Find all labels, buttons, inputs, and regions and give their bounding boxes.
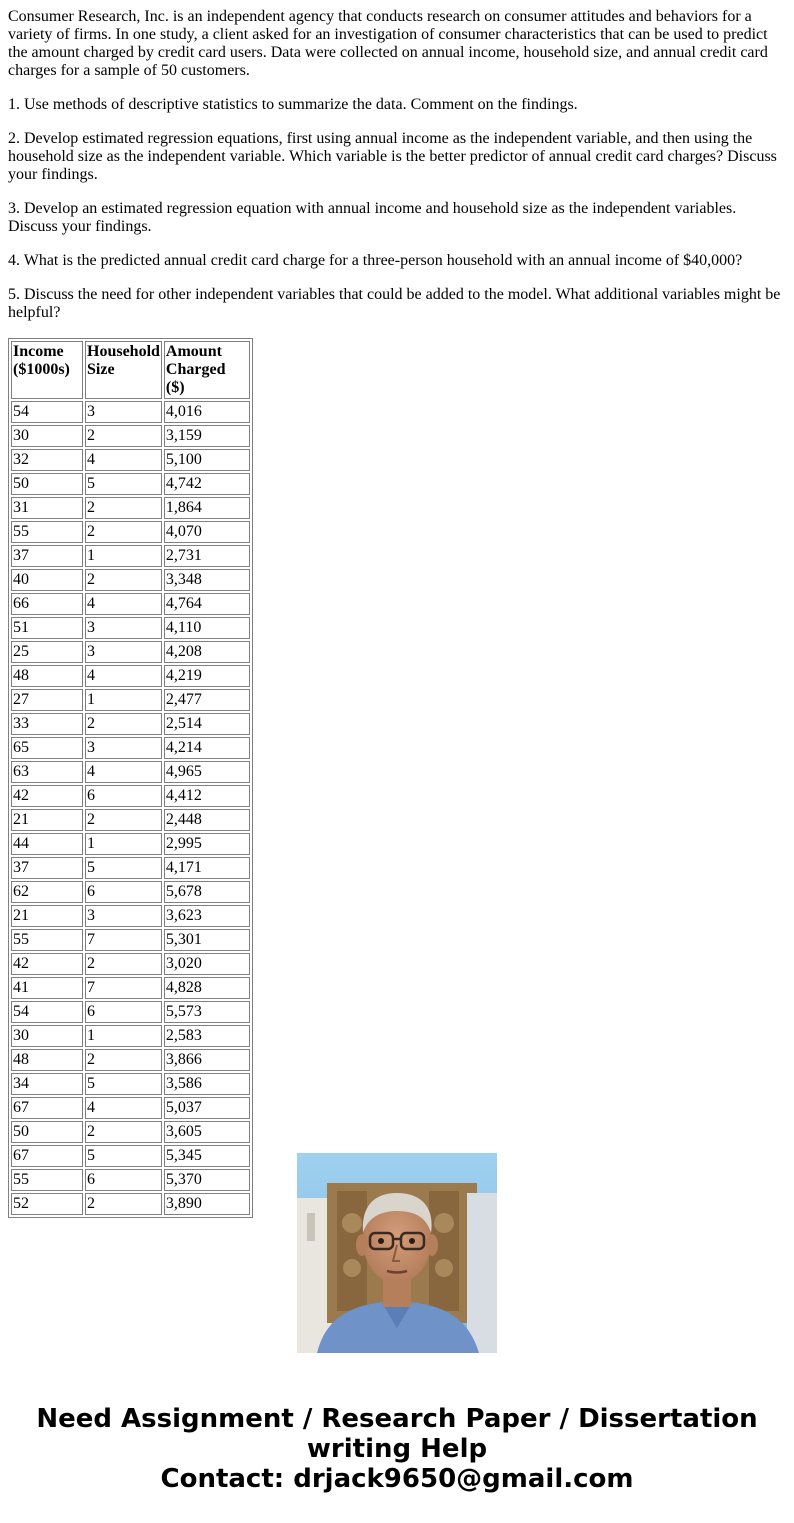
cell-income: 51	[11, 617, 83, 639]
table-row	[11, 1145, 250, 1167]
table-row	[11, 929, 250, 951]
cell-amount-charged: 2,995	[164, 833, 250, 855]
cell-amount-charged: 5,370	[164, 1169, 250, 1191]
cell-household-size: 2	[85, 497, 162, 519]
cell-household-size: 2	[85, 713, 162, 735]
table-row	[11, 761, 250, 783]
cell-income: 44	[11, 833, 83, 855]
header-amount-charged: Amount Charged ($)	[164, 341, 250, 399]
table-row	[11, 449, 250, 471]
cell-household-size: 2	[85, 953, 162, 975]
table-row	[11, 1097, 250, 1119]
table-row	[11, 521, 250, 543]
cell-amount-charged: 3,348	[164, 569, 250, 591]
cell-amount-charged: 3,020	[164, 953, 250, 975]
cell-household-size: 4	[85, 761, 162, 783]
table-row	[11, 977, 250, 999]
cell-household-size: 3	[85, 641, 162, 663]
cell-income: 50	[11, 1121, 83, 1143]
cell-household-size: 2	[85, 569, 162, 591]
cell-household-size: 5	[85, 857, 162, 879]
cell-income: 41	[11, 977, 83, 999]
cell-income: 34	[11, 1073, 83, 1095]
header-income: Income ($1000s)	[11, 341, 83, 399]
cell-household-size: 7	[85, 977, 162, 999]
table-row	[11, 401, 250, 423]
cell-household-size: 1	[85, 545, 162, 567]
cell-amount-charged: 3,586	[164, 1073, 250, 1095]
cell-income: 32	[11, 449, 83, 471]
cell-amount-charged: 3,866	[164, 1049, 250, 1071]
table-row	[11, 1001, 250, 1023]
table-row	[11, 1025, 250, 1047]
cell-household-size: 5	[85, 1073, 162, 1095]
header-household-size: Household Size	[85, 341, 162, 399]
table-row	[11, 1169, 250, 1191]
cell-amount-charged: 3,623	[164, 905, 250, 927]
cell-income: 40	[11, 569, 83, 591]
table-row	[11, 785, 250, 807]
cell-household-size: 7	[85, 929, 162, 951]
cell-household-size: 1	[85, 833, 162, 855]
table-row	[11, 617, 250, 639]
cell-amount-charged: 5,037	[164, 1097, 250, 1119]
cell-household-size: 4	[85, 665, 162, 687]
table-row	[11, 593, 250, 615]
cell-amount-charged: 3,890	[164, 1193, 250, 1215]
table-row	[11, 473, 250, 495]
table-row	[11, 689, 250, 711]
table-row	[11, 833, 250, 855]
table-row	[11, 953, 250, 975]
footer-line-2: writing Help	[306, 1434, 488, 1464]
cell-household-size: 2	[85, 1049, 162, 1071]
cell-amount-charged: 3,605	[164, 1121, 250, 1143]
cell-amount-charged: 5,301	[164, 929, 250, 951]
cell-household-size: 6	[85, 785, 162, 807]
cell-income: 37	[11, 857, 83, 879]
cell-household-size: 2	[85, 1193, 162, 1215]
cell-amount-charged: 4,412	[164, 785, 250, 807]
footer-contact: Contact: drjack9650@gmail.com	[160, 1464, 634, 1494]
table-row	[11, 905, 250, 927]
cell-income: 42	[11, 785, 83, 807]
table-row	[11, 809, 250, 831]
cell-household-size: 4	[85, 593, 162, 615]
cell-amount-charged: 2,583	[164, 1025, 250, 1047]
cell-income: 67	[11, 1145, 83, 1167]
cell-income: 25	[11, 641, 83, 663]
table-row	[11, 857, 250, 879]
question-1: 1. Use methods of descriptive statistics to summarize the data. Comment on the findings.	[8, 96, 578, 113]
author-photo-image	[297, 1153, 497, 1353]
cell-income: 50	[11, 473, 83, 495]
question-3: 3. Develop an estimated regression equation with annual income and household size as the independent variables. Discuss your findings.	[8, 200, 737, 235]
table-row	[11, 569, 250, 591]
cell-income: 48	[11, 1049, 83, 1071]
cell-household-size: 2	[85, 521, 162, 543]
cell-amount-charged: 4,070	[164, 521, 250, 543]
cell-income: 21	[11, 809, 83, 831]
intro-paragraph: Consumer Research, Inc. is an independent agency that conducts research on consumer attitudes and behaviors for a variety of firms. In one study, a client asked for an investigation of consumer characteristics that can be used to predict the amount charged by credit card users. Data were collected on annual income, household size, and annual credit card charges for a sample of 50 customers.	[8, 8, 768, 79]
table-body	[11, 401, 250, 1215]
cell-household-size: 4	[85, 449, 162, 471]
cell-income: 55	[11, 1169, 83, 1191]
cell-amount-charged: 2,731	[164, 545, 250, 567]
cell-income: 55	[11, 929, 83, 951]
table-header-row	[11, 341, 250, 399]
table-row	[11, 737, 250, 759]
table-row	[11, 881, 250, 903]
cell-amount-charged: 5,100	[164, 449, 250, 471]
table-row	[11, 425, 250, 447]
cell-household-size: 3	[85, 401, 162, 423]
cell-household-size: 3	[85, 617, 162, 639]
cell-amount-charged: 4,214	[164, 737, 250, 759]
cell-income: 33	[11, 713, 83, 735]
question-2: 2. Develop estimated regression equations, first using annual income as the independent variable, and then using the household size as the independent variable. Which variable is the better predictor of annual credit card charges? Discuss your findings.	[8, 130, 777, 183]
cell-income: 30	[11, 425, 83, 447]
cell-amount-charged: 4,016	[164, 401, 250, 423]
cell-income: 37	[11, 545, 83, 567]
cell-amount-charged: 3,159	[164, 425, 250, 447]
cell-amount-charged: 5,573	[164, 1001, 250, 1023]
cell-amount-charged: 4,110	[164, 617, 250, 639]
cell-amount-charged: 2,448	[164, 809, 250, 831]
cell-income: 31	[11, 497, 83, 519]
cell-amount-charged: 4,742	[164, 473, 250, 495]
table-row	[11, 713, 250, 735]
data-table-container	[8, 338, 308, 1212]
cell-income: 30	[11, 1025, 83, 1047]
problem-statement	[8, 8, 786, 338]
cell-amount-charged: 4,219	[164, 665, 250, 687]
footer-banner	[0, 1404, 794, 1494]
table-row	[11, 1193, 250, 1215]
cell-household-size: 6	[85, 1001, 162, 1023]
cell-household-size: 3	[85, 737, 162, 759]
cell-income: 62	[11, 881, 83, 903]
cell-income: 55	[11, 521, 83, 543]
cell-amount-charged: 2,477	[164, 689, 250, 711]
table-row	[11, 545, 250, 567]
cell-amount-charged: 2,514	[164, 713, 250, 735]
author-photo	[297, 1153, 497, 1353]
cell-income: 54	[11, 401, 83, 423]
table-row	[11, 1121, 250, 1143]
cell-income: 42	[11, 953, 83, 975]
cell-household-size: 6	[85, 881, 162, 903]
cell-income: 67	[11, 1097, 83, 1119]
cell-household-size: 3	[85, 905, 162, 927]
cell-household-size: 2	[85, 1121, 162, 1143]
cell-amount-charged: 4,171	[164, 857, 250, 879]
table-row	[11, 1073, 250, 1095]
table-row	[11, 497, 250, 519]
table-row	[11, 641, 250, 663]
cell-income: 27	[11, 689, 83, 711]
cell-amount-charged: 4,208	[164, 641, 250, 663]
table-row	[11, 665, 250, 687]
question-5: 5. Discuss the need for other independent variables that could be added to the model. What additional variables might be helpful?	[8, 286, 781, 321]
cell-income: 63	[11, 761, 83, 783]
question-4: 4. What is the predicted annual credit card charge for a three-person household with an annual income of $40,000?	[8, 252, 743, 269]
cell-amount-charged: 4,965	[164, 761, 250, 783]
cell-amount-charged: 4,828	[164, 977, 250, 999]
cell-amount-charged: 1,864	[164, 497, 250, 519]
cell-household-size: 5	[85, 473, 162, 495]
cell-household-size: 1	[85, 689, 162, 711]
cell-household-size: 2	[85, 425, 162, 447]
cell-income: 54	[11, 1001, 83, 1023]
cell-income: 66	[11, 593, 83, 615]
cell-household-size: 2	[85, 809, 162, 831]
footer-line-1: Need Assignment / Research Paper / Dissertation	[36, 1404, 758, 1434]
cell-amount-charged: 5,345	[164, 1145, 250, 1167]
table-row	[11, 1049, 250, 1071]
cell-household-size: 5	[85, 1145, 162, 1167]
data-table	[8, 338, 253, 1218]
cell-amount-charged: 5,678	[164, 881, 250, 903]
cell-income: 21	[11, 905, 83, 927]
cell-household-size: 6	[85, 1169, 162, 1191]
cell-household-size: 4	[85, 1097, 162, 1119]
cell-household-size: 1	[85, 1025, 162, 1047]
cell-income: 65	[11, 737, 83, 759]
cell-amount-charged: 4,764	[164, 593, 250, 615]
cell-income: 48	[11, 665, 83, 687]
cell-income: 52	[11, 1193, 83, 1215]
